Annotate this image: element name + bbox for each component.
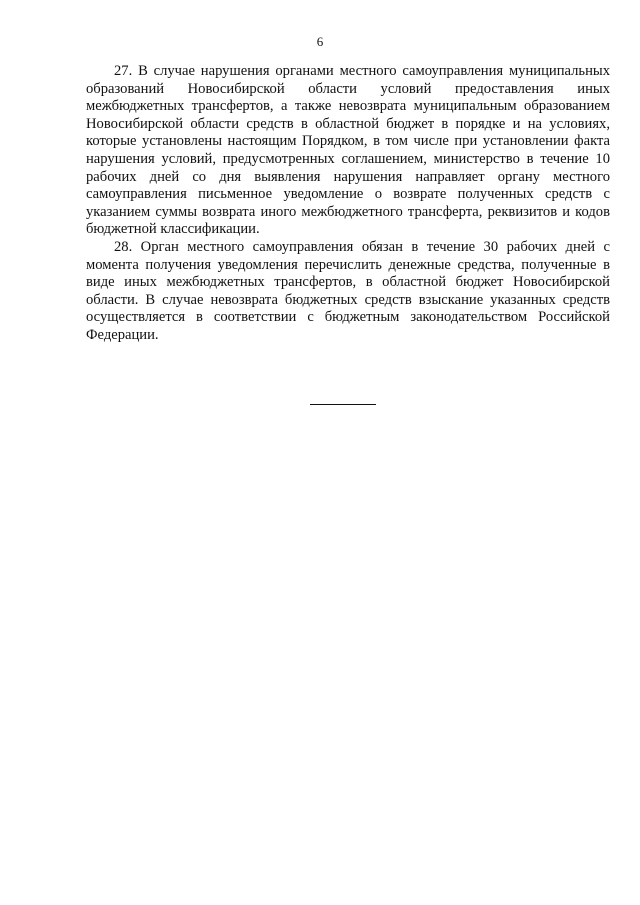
document-body [86, 63, 610, 345]
page-number: 6 [316, 34, 324, 49]
paragraph-28: 28. Орган местного самоуправления обязан в течение 30 рабочих дней с момента получения уведомления перечислить денежные средства, полученные в виде иных межбюджетных трансфертов, в областной бюджет Новосибирской области. В случае невозврата бюджетных средств взыскание указанных средств осуществляется в соответствии с бюджетным законодательством Российской Федерации. [86, 238, 610, 343]
closing-divider [310, 404, 376, 405]
paragraph-27: 27. В случае нарушения органами местного самоуправления муниципальных образований Новосибирской области условий предоставления иных межбюджетных трансфертов, а также невозврата муниципальным образованием Новосибирской области средств в областной бюджет в порядке и на условиях, которые установлены настоящим Порядком, в том числе при установлении факта нарушения условий, предусмотренных соглашением, министерство в течение 10 рабочих дней со дня выявления нарушения направляет органу местного самоуправления письменное уведомление о возврате полученных средств с указанием суммы возврата иного межбюджетного трансферта, реквизитов и кодов бюджетной классификации. [86, 63, 610, 238]
